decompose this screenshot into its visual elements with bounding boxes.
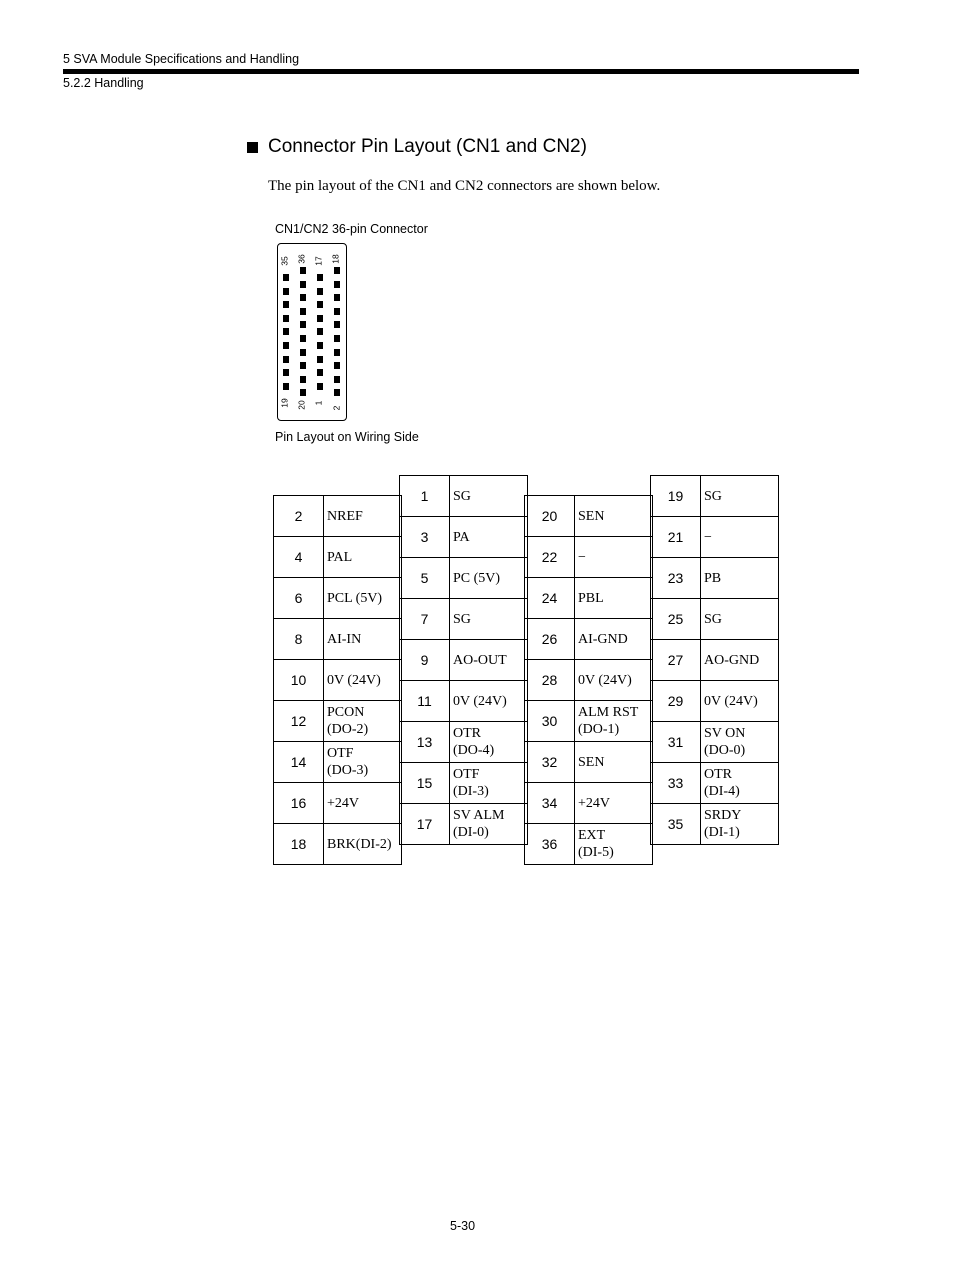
square-bullet-icon (247, 142, 258, 153)
connector-pin (283, 369, 289, 376)
connector-pin (283, 328, 289, 335)
connector-pin (317, 274, 323, 281)
pin-number: 17 (400, 804, 450, 845)
pin-number: 18 (274, 824, 324, 865)
pin-number: 24 (525, 578, 575, 619)
pin-number: 26 (525, 619, 575, 660)
connector-pin (334, 294, 340, 301)
pin-signal: SV ON (DO-0) (701, 722, 779, 763)
pin-row (525, 578, 653, 619)
connector-diagram (277, 243, 347, 421)
pin-signal: AI-IN (324, 619, 402, 660)
pin-label-top-1: 35 (279, 256, 290, 266)
pin-signal: 0V (24V) (324, 660, 402, 701)
pin-row (651, 558, 779, 599)
pin-row (525, 496, 653, 537)
pin-number: 34 (525, 783, 575, 824)
pin-label-bottom-2: 20 (296, 400, 307, 410)
page-number: 5-30 (450, 1219, 476, 1233)
connector-pin (283, 274, 289, 281)
pin-row (274, 619, 402, 660)
pin-number: 10 (274, 660, 324, 701)
connector-pin (334, 281, 340, 288)
pin-row (274, 660, 402, 701)
pin-number: 1 (400, 476, 450, 517)
pin-row (525, 619, 653, 660)
pin-signal: PCL (5V) (324, 578, 402, 619)
pin-number: 21 (651, 517, 701, 558)
pin-row (525, 783, 653, 824)
pin-signal: PAL (324, 537, 402, 578)
pin-row (525, 701, 653, 742)
pin-number: 8 (274, 619, 324, 660)
connector-pin (283, 383, 289, 390)
connector-pin (283, 301, 289, 308)
pin-row (400, 804, 528, 845)
connector-pin (283, 288, 289, 295)
pin-signal: PC (5V) (450, 558, 528, 599)
connector-pin (317, 328, 323, 335)
pin-label-bottom-1: 19 (279, 398, 290, 408)
pin-row (274, 578, 402, 619)
pin-signal: PA (450, 517, 528, 558)
pin-number: 3 (400, 517, 450, 558)
pin-row (274, 701, 402, 742)
pin-table-column-3 (524, 495, 653, 865)
pin-row (400, 517, 528, 558)
pin-signal: EXT (DI-5) (575, 824, 653, 865)
connector-pin (283, 356, 289, 363)
pin-number: 14 (274, 742, 324, 783)
pin-signal: OTF (DO-3) (324, 742, 402, 783)
section-title-text: Connector Pin Layout (CN1 and CN2) (268, 136, 587, 157)
pin-number: 7 (400, 599, 450, 640)
connector-pin (334, 308, 340, 315)
pin-table-column-4 (650, 475, 779, 845)
pin-row (400, 558, 528, 599)
pin-number: 33 (651, 763, 701, 804)
pin-number: 36 (525, 824, 575, 865)
connector-pin (300, 335, 306, 342)
pin-number: 9 (400, 640, 450, 681)
pin-number: 20 (525, 496, 575, 537)
pin-row (400, 681, 528, 722)
pin-signal: 0V (24V) (701, 681, 779, 722)
pin-number: 4 (274, 537, 324, 578)
pin-number: 31 (651, 722, 701, 763)
pin-number: 28 (525, 660, 575, 701)
connector-pin (300, 308, 306, 315)
pin-number: 16 (274, 783, 324, 824)
connector-pin (300, 267, 306, 274)
header-rule (63, 69, 859, 74)
pin-signal: 0V (24V) (575, 660, 653, 701)
pin-number: 25 (651, 599, 701, 640)
pin-signal: SEN (575, 742, 653, 783)
connector-pin (317, 369, 323, 376)
intro-paragraph: The pin layout of the CN1 and CN2 connectors are shown below. (268, 178, 661, 194)
pin-signal: SG (701, 599, 779, 640)
pin-number: 15 (400, 763, 450, 804)
pin-signal: AI-GND (575, 619, 653, 660)
pin-row (651, 763, 779, 804)
pin-number: 23 (651, 558, 701, 599)
pin-signal: OTR (DI-4) (701, 763, 779, 804)
connector-pin (334, 349, 340, 356)
pin-row (274, 496, 402, 537)
pin-number: 5 (400, 558, 450, 599)
pin-signal: SEN (575, 496, 653, 537)
pin-number: 2 (274, 496, 324, 537)
pin-signal: SRDY (DI-1) (701, 804, 779, 845)
pin-signal: +24V (324, 783, 402, 824)
connector-caption: Pin Layout on Wiring Side (275, 430, 419, 444)
pin-signal: AO-OUT (450, 640, 528, 681)
connector-pin (334, 376, 340, 383)
pin-signal: AO-GND (701, 640, 779, 681)
pin-signal: PB (701, 558, 779, 599)
pin-row (274, 742, 402, 783)
pin-row (400, 640, 528, 681)
pin-number: 27 (651, 640, 701, 681)
pin-row (651, 476, 779, 517)
section-header: 5.2.2 Handling (63, 76, 144, 90)
connector-pin (300, 294, 306, 301)
pin-number: 29 (651, 681, 701, 722)
pin-signal: OTF (DI-3) (450, 763, 528, 804)
pin-row (651, 517, 779, 558)
pin-label-top-3: 17 (313, 256, 324, 266)
pin-row (400, 599, 528, 640)
connector-pin (317, 301, 323, 308)
pin-row (525, 537, 653, 578)
connector-pin (317, 315, 323, 322)
pin-table-column-2 (399, 475, 528, 845)
connector-pin (334, 335, 340, 342)
connector-pin (334, 362, 340, 369)
pin-signal: NREF (324, 496, 402, 537)
pin-number: 11 (400, 681, 450, 722)
pin-number: 35 (651, 804, 701, 845)
connector-pin (300, 389, 306, 396)
pin-signal: +24V (575, 783, 653, 824)
pin-row (525, 742, 653, 783)
pin-row (525, 660, 653, 701)
connector-pin (300, 376, 306, 383)
connector-pin (283, 342, 289, 349)
pin-row (274, 824, 402, 865)
connector-pin (317, 288, 323, 295)
pin-signal: PCON (DO-2) (324, 701, 402, 742)
connector-pin (334, 267, 340, 274)
connector-pin (317, 342, 323, 349)
pin-row (651, 804, 779, 845)
pin-label-bottom-3: 1 (313, 400, 324, 406)
pin-signal: SV ALM (DI-0) (450, 804, 528, 845)
pin-number: 30 (525, 701, 575, 742)
pin-signal: ALM RST (DO-1) (575, 701, 653, 742)
pin-number: 19 (651, 476, 701, 517)
pin-row (400, 722, 528, 763)
pin-row (274, 783, 402, 824)
pin-row (400, 476, 528, 517)
connector-pin (300, 362, 306, 369)
pin-row (651, 722, 779, 763)
pin-row (651, 599, 779, 640)
pin-signal: SG (450, 599, 528, 640)
connector-pin (300, 281, 306, 288)
pin-signal: − (701, 517, 779, 558)
pin-row (400, 763, 528, 804)
connector-pin (334, 389, 340, 396)
pin-signal: SG (701, 476, 779, 517)
pin-row (274, 537, 402, 578)
pin-row (525, 824, 653, 865)
pin-number: 6 (274, 578, 324, 619)
pin-signal: 0V (24V) (450, 681, 528, 722)
connector-pin (334, 321, 340, 328)
pin-signal: PBL (575, 578, 653, 619)
pin-number: 32 (525, 742, 575, 783)
pin-signal: SG (450, 476, 528, 517)
pin-table-column-1 (273, 495, 402, 865)
pin-label-top-2: 36 (296, 254, 307, 264)
pin-number: 12 (274, 701, 324, 742)
connector-title: CN1/CN2 36-pin Connector (275, 222, 428, 236)
pin-row (651, 681, 779, 722)
pin-signal: OTR (DO-4) (450, 722, 528, 763)
connector-pin (317, 383, 323, 390)
pin-number: 13 (400, 722, 450, 763)
connector-pin (283, 315, 289, 322)
pin-number: 22 (525, 537, 575, 578)
section-title (247, 136, 587, 158)
pin-label-top-4: 18 (330, 254, 341, 264)
pin-signal: BRK(DI-2) (324, 824, 402, 865)
connector-pin (300, 349, 306, 356)
pin-row (651, 640, 779, 681)
pin-label-bottom-4: 2 (331, 405, 342, 411)
connector-pin (317, 356, 323, 363)
pin-signal: − (575, 537, 653, 578)
chapter-header: 5 SVA Module Specifications and Handling (63, 52, 300, 66)
connector-pin (300, 321, 306, 328)
